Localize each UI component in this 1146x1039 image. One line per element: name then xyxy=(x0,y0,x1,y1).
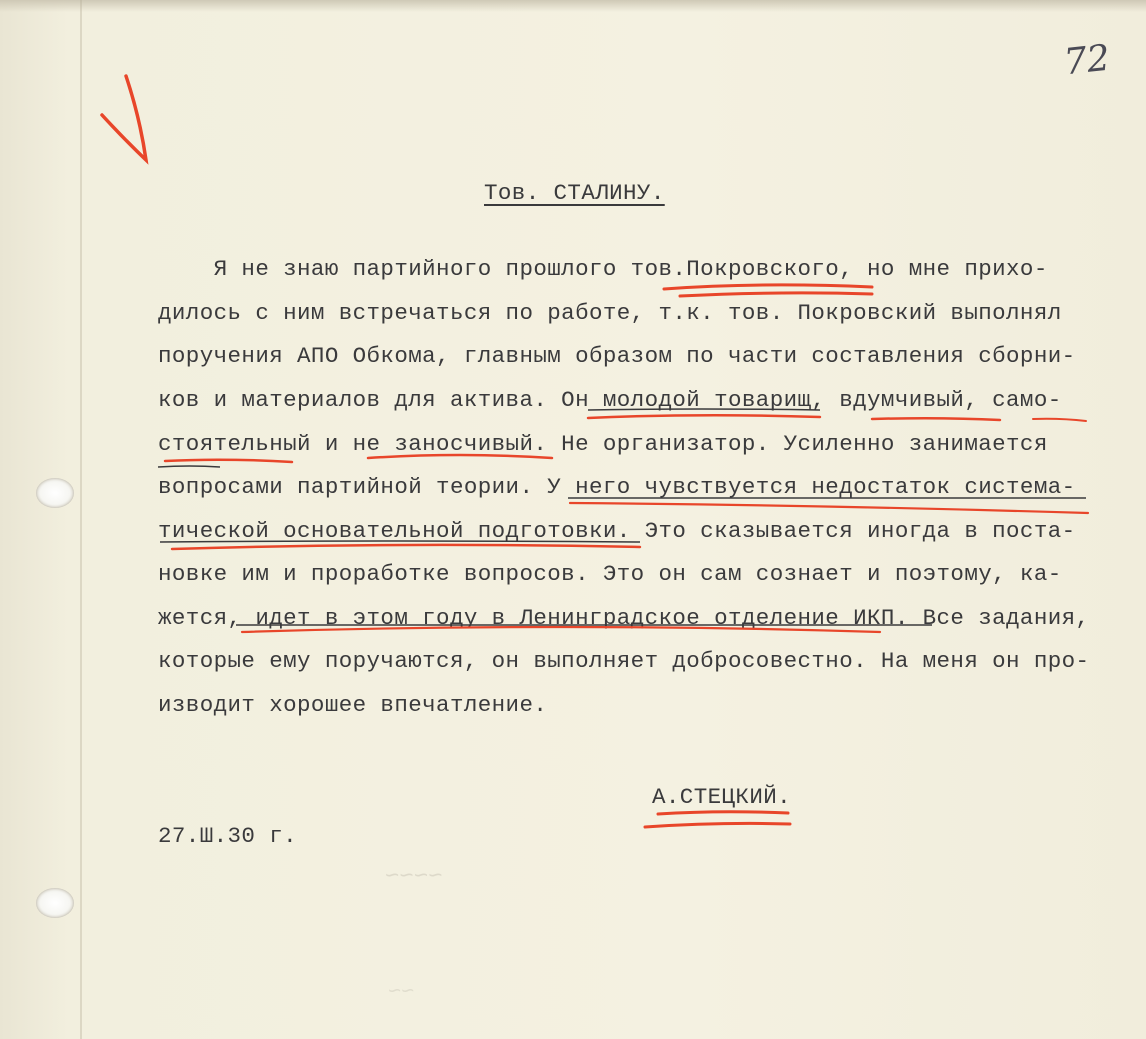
red-pencil-underline-icon xyxy=(645,823,790,827)
red-checkmark-icon xyxy=(102,76,146,160)
red-pencil-underline-icon xyxy=(570,503,1088,513)
body-line: которые ему поручаются, он выполняет добросовестно. На меня он про- xyxy=(158,648,1090,674)
ink-underline xyxy=(236,625,932,626)
body-line: стоятельный и не заносчивый. Не организатор. Усиленно занимается xyxy=(158,431,1048,457)
red-pencil-underline-icon xyxy=(680,293,872,296)
red-pencil-underline-icon xyxy=(368,455,552,458)
body-line: новке им и проработке вопросов. Это он сам сознает и поэтому, ка- xyxy=(158,561,1062,587)
bleed-through-mark: ~~ xyxy=(388,980,415,1005)
body-line: изводит хорошее впечатление. xyxy=(158,692,548,718)
body-line: вопросами партийной теории. У него чувствуется недостаток система- xyxy=(158,474,1076,500)
signature: А.СТЕЦКИЙ. xyxy=(652,784,792,810)
red-pencil-underline-icon xyxy=(172,545,640,549)
document-date: 27.Ш.30 г. xyxy=(158,823,298,849)
red-pencil-underline-icon xyxy=(658,812,788,814)
red-pencil-underline-icon xyxy=(242,627,880,632)
ink-underline xyxy=(160,541,640,542)
body-line: тической основательной подготовки. Это сказывается иногда в поста- xyxy=(158,518,1076,544)
body-line: Я не знаю партийного прошлого тов.Покровского, но мне прихо- xyxy=(158,256,1048,282)
ink-underline xyxy=(158,466,220,467)
ink-underline xyxy=(588,409,820,410)
body-line: дилось с ним встречаться по работе, т.к. тов. Покровский выполнял xyxy=(158,300,1062,326)
red-pencil-underline-icon xyxy=(872,418,1000,420)
red-pencil-underline-icon xyxy=(1033,419,1086,421)
red-pencil-underline-icon xyxy=(588,415,820,418)
red-pencil-underline-icon xyxy=(664,285,872,289)
body-line: поручения АПО Обкома, главным образом по части составления сборни- xyxy=(158,343,1076,369)
bleed-through-mark: ~~~~ xyxy=(385,864,443,891)
red-pencil-underline-icon xyxy=(165,460,292,462)
handwritten-page-number: 72 xyxy=(1061,37,1112,84)
addressee-heading: Тов. СТАЛИНУ. xyxy=(484,180,665,206)
body-line: жется, идет в этом году в Ленинградское отделение ИКП. Все задания, xyxy=(158,605,1090,631)
ink-underline xyxy=(568,498,1086,499)
body-line: ков и материалов для актива. Он молодой товарищ, вдумчивый, само- xyxy=(158,387,1062,413)
